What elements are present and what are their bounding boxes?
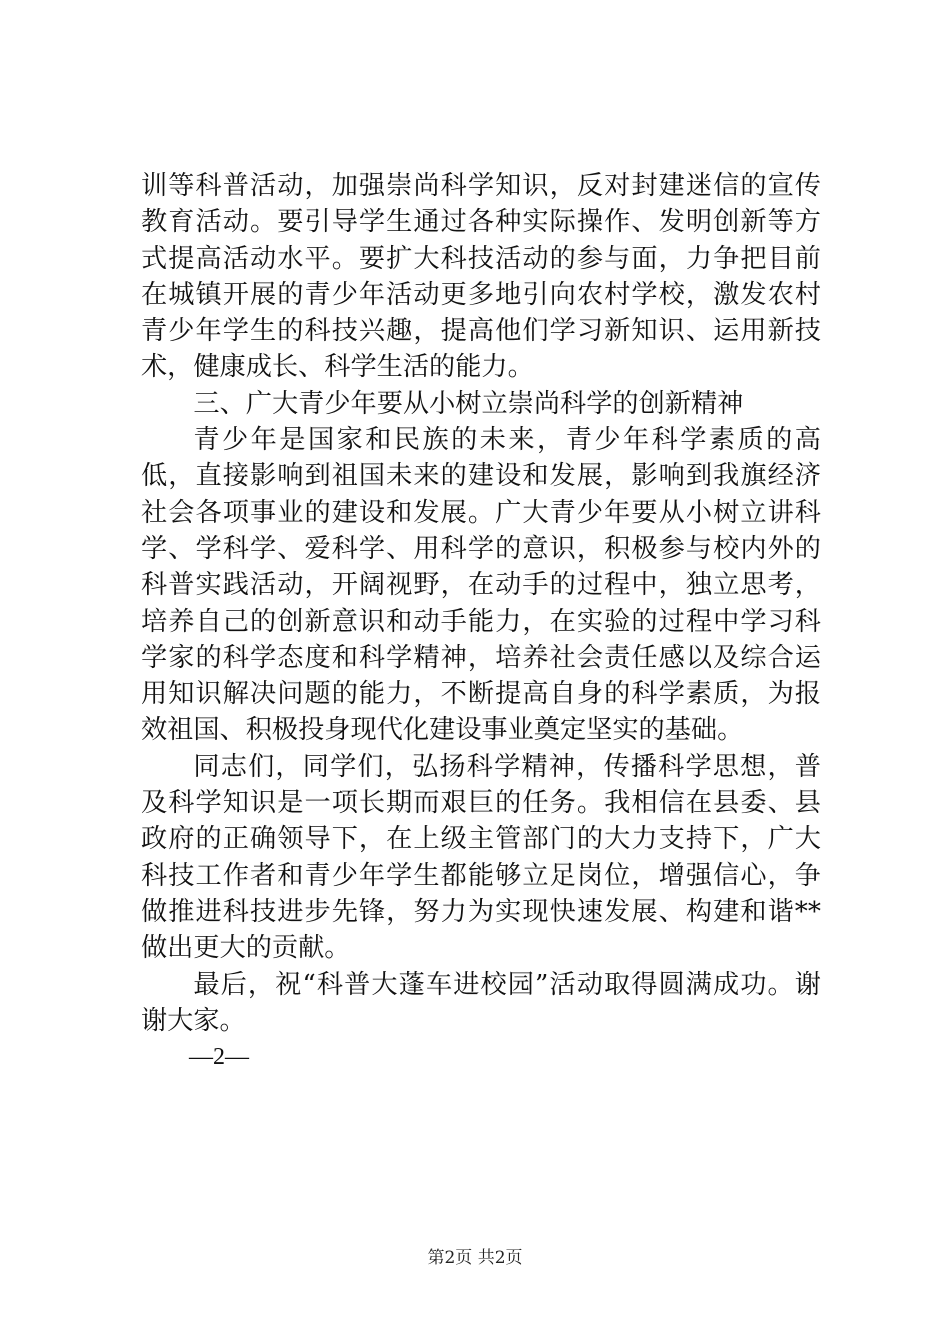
page-footer: 第2页 共2页 <box>427 1248 523 1268</box>
paragraph-continuation: 训等科普活动，加强崇尚科学知识，反对封建迷信的宣传教育活动。要引导学生通过各种实际操作、发明创新等方式提高活动水平。要扩大科技活动的参与面，力争把目前在城镇开展的青少年活动更多地引向农村学校，激发农村青少年学生的科技兴趣，提高他们学习新知识、运用新技术，健康成长、科学生活的能力。 <box>141 171 821 383</box>
document-body <box>141 168 821 1075</box>
paragraph-youth: 青少年是国家和民族的未来，青少年科学素质的高低，直接影响到祖国未来的建设和发展，影响到我旗经济社会各项事业的建设和发展。广大青少年要从小树立讲科学、学科学、爱科学、用科学的意识，积极参与校内外的科普实践活动，开阔视野，在动手的过程中，独立思考，培养自己的创新意识和动手能力，在实验的过程中学习科学家的科学态度和科学精神，培养社会责任感以及综合运用知识解决问题的能力，不断提高自身的科学素质，为报效祖国、积极投身现代化建设事业奠定坚实的基础。 <box>141 425 821 746</box>
paragraph-comrades: 同志们，同学们，弘扬科学精神，传播科学思想，普及科学知识是一项长期而艰巨的任务。我相信在县委、县政府的正确领导下，在上级主管部门的大力支持下，广大科技工作者和青少年学生都能够立足岗位，增强信心，争做推进科技进步先锋，努力为实现快速发展、构建和谐**做出更大的贡献。 <box>141 751 821 964</box>
section-heading: 三、广大青少年要从小树立崇尚科学的创新精神 <box>193 388 744 419</box>
paragraph-closing: 最后，祝“科普大蓬车进校园”活动取得圆满成功。谢谢大家。 <box>141 969 821 1036</box>
inline-page-number: —2— <box>189 1044 249 1071</box>
